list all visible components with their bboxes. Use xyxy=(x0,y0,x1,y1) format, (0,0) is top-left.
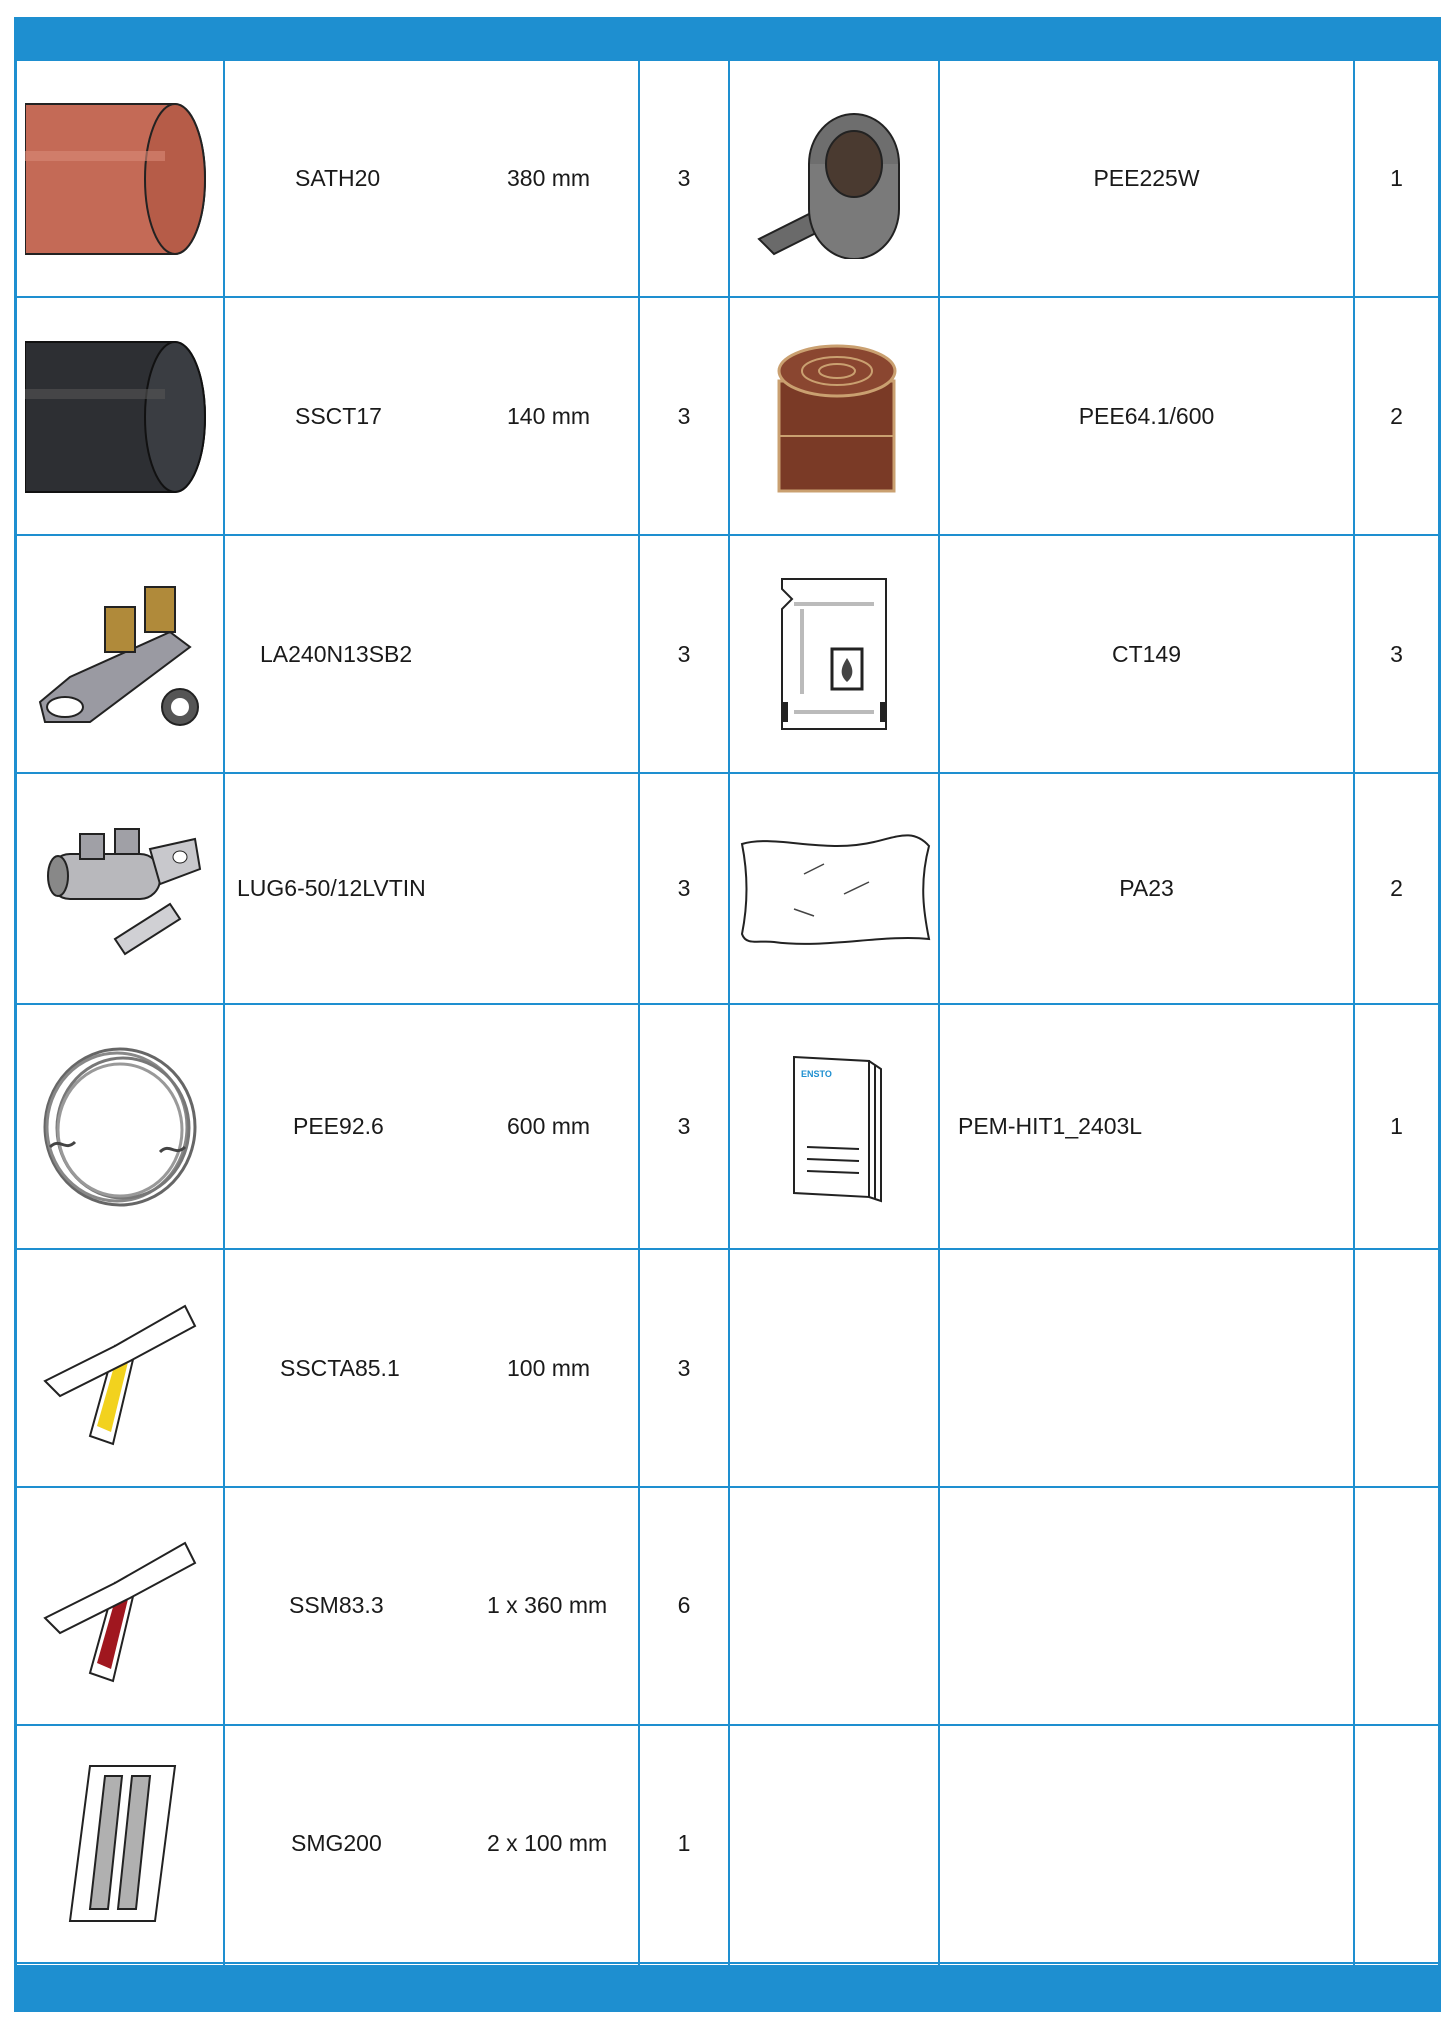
item-image-cell xyxy=(729,535,939,773)
table-row xyxy=(17,773,1438,1004)
black-heat-shrink-tube-icon xyxy=(25,334,215,499)
item-quantity: 3 xyxy=(639,1004,729,1249)
item-image-cell xyxy=(17,1249,224,1487)
table-row xyxy=(17,1725,1438,1963)
table-row xyxy=(17,1249,1438,1487)
table-row xyxy=(17,61,1438,297)
item-code: PEE225W xyxy=(939,61,1354,297)
footer-band xyxy=(17,1967,1438,2009)
item-image-cell xyxy=(729,61,939,297)
item-image-cell xyxy=(17,1487,224,1725)
item-quantity: 1 xyxy=(1354,61,1438,297)
item-description-cell xyxy=(224,1004,639,1249)
item-quantity: 2 xyxy=(1354,773,1438,1004)
empty-cell xyxy=(939,1725,1354,1963)
item-code: SATH20 xyxy=(295,165,381,192)
item-length: 600 mm xyxy=(507,1113,591,1140)
empty-cell xyxy=(729,1487,939,1725)
item-length: 100 mm xyxy=(507,1354,591,1381)
instruction-booklet-icon xyxy=(779,1047,889,1207)
empty-cell xyxy=(1354,1487,1438,1725)
item-description-cell xyxy=(224,61,639,297)
item-image-cell xyxy=(17,1004,224,1249)
item-code: SSCT17 xyxy=(295,402,382,429)
table-row xyxy=(17,1004,1438,1249)
item-description-cell xyxy=(939,1004,1354,1249)
empty-cell xyxy=(729,1725,939,1963)
item-quantity: 3 xyxy=(639,1249,729,1487)
item-image-cell xyxy=(729,1004,939,1249)
item-quantity: 3 xyxy=(639,61,729,297)
item-image-cell xyxy=(729,773,939,1004)
item-code: SMG200 xyxy=(291,1830,382,1857)
item-image-cell xyxy=(17,1725,224,1963)
item-quantity: 3 xyxy=(1354,535,1438,773)
item-code: LA240N13SB2 xyxy=(260,640,413,667)
table-row xyxy=(17,297,1438,535)
empty-cell xyxy=(729,1249,939,1487)
item-code: PEE64.1/600 xyxy=(939,297,1354,535)
empty-cell xyxy=(1354,1725,1438,1963)
item-code: SSM83.3 xyxy=(289,1592,384,1619)
item-code: PEM-HIT1_2403L xyxy=(958,1113,1143,1140)
item-image-cell xyxy=(17,61,224,297)
bolted-connector-lug-icon xyxy=(30,809,210,969)
empty-cell xyxy=(939,1487,1354,1725)
abrasive-roll-icon xyxy=(759,336,909,496)
item-quantity: 3 xyxy=(639,535,729,773)
item-quantity: 1 xyxy=(1354,1004,1438,1249)
grey-mastic-pads-icon xyxy=(60,1761,180,1926)
item-quantity: 3 xyxy=(639,297,729,535)
empty-cell xyxy=(939,1249,1354,1487)
item-image-cell xyxy=(17,535,224,773)
item-description-cell xyxy=(224,297,639,535)
booklet-brand: ENSTO xyxy=(801,1068,832,1079)
plastic-bag-icon xyxy=(734,824,934,954)
item-description-cell xyxy=(224,773,639,1004)
item-description-cell xyxy=(224,1725,639,1963)
item-length: 1 x 360 mm xyxy=(487,1592,608,1619)
item-description-cell xyxy=(224,535,639,773)
yellow-mastic-strip-icon xyxy=(35,1286,205,1451)
item-length: 380 mm xyxy=(507,165,591,192)
kit-contents-table xyxy=(17,61,1438,1970)
item-code: LUG6-50/12LVTIN xyxy=(237,875,426,902)
table-row xyxy=(17,1487,1438,1725)
item-code: PA23 xyxy=(939,773,1354,1004)
item-image-cell xyxy=(729,297,939,535)
header-band xyxy=(17,20,1438,61)
grey-tape-roll-icon xyxy=(754,99,914,259)
item-quantity: 2 xyxy=(1354,297,1438,535)
item-quantity: 1 xyxy=(639,1725,729,1963)
empty-cell xyxy=(1354,1249,1438,1487)
item-code: PEE92.6 xyxy=(293,1113,384,1140)
item-length: 140 mm xyxy=(507,402,591,429)
bolted-cable-lug-icon xyxy=(30,572,210,737)
item-code: SSCTA85.1 xyxy=(280,1354,400,1381)
item-image-cell xyxy=(17,297,224,535)
item-description-cell xyxy=(224,1487,639,1725)
item-description-cell xyxy=(224,1249,639,1487)
kit-contents-frame xyxy=(14,17,1441,2012)
item-quantity: 6 xyxy=(639,1487,729,1725)
item-length: 2 x 100 mm xyxy=(487,1830,608,1857)
item-quantity: 3 xyxy=(639,773,729,1004)
red-mastic-strip-icon xyxy=(35,1523,205,1688)
cleaning-tissue-sachet-icon xyxy=(774,574,894,734)
wire-coil-icon xyxy=(35,1042,205,1212)
item-code: CT149 xyxy=(939,535,1354,773)
item-image-cell xyxy=(17,773,224,1004)
table-row xyxy=(17,535,1438,773)
red-heat-shrink-tube-icon xyxy=(25,96,215,261)
